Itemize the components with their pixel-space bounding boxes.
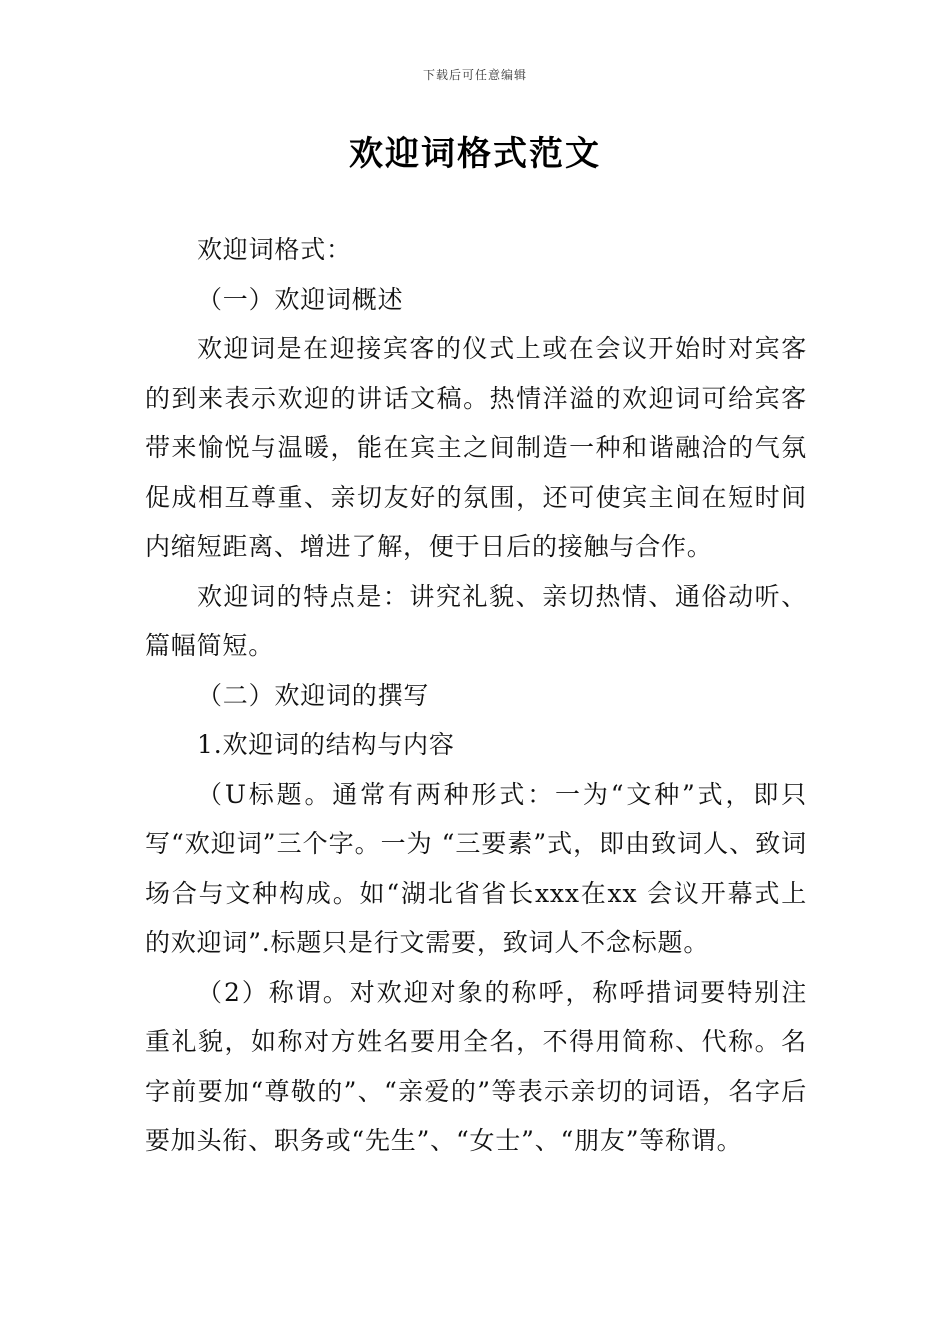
paragraph-salutation-part: （2）称谓。对欢迎对象的称呼，称呼措词要特别注重礼貌，如称对方姓名要用全名，不得用简称、代称。名字前要加“尊敬的”、“亲爱的”等表示亲切的词语，名字后要加头衔、职务或“先生”、“女士”、“朋友”等称谓。 [145,977,807,1155]
subheading-structure: 1.欢迎词的结构与内容 [197,730,455,759]
section-heading-writing: （二）欢迎词的撰写 [197,680,430,710]
header-note: 下载后可任意编辑 [422,68,527,82]
document-body [145,225,807,1166]
paragraph-overview: 欢迎词是在迎接宾客的仪式上或在会议开始时对宾客的到来表示欢迎的讲话文稿。热情洋溢的欢迎词可给宾客带来愉悦与温暖，能在宾主之间制造一种和谐融洽的气氛促成相互尊重、亲切友好的氛围，还可使宾主间在短时间内缩短距离、增进了解，便于日后的接触与合作。 [145,334,807,561]
paragraph-format-heading: 欢迎词格式： [197,235,352,264]
paragraph-title-part: （U标题。通常有两种形式：一为“文种”式，即只写“欢迎词”三个字。一为 “三要素”式，即由致词人、致词场合与文种构成。如“湖北省省长xxx在xx 会议开幕式上的欢迎词”.标题只是行文需要，致词人不念标题。 [145,779,807,957]
document-title: 欢迎词格式范文 [349,134,601,174]
paragraph-features: 欢迎词的特点是：讲究礼貌、亲切热情、通俗动听、篇幅简短。 [145,581,807,660]
section-heading-overview: （一）欢迎词概述 [197,284,404,314]
